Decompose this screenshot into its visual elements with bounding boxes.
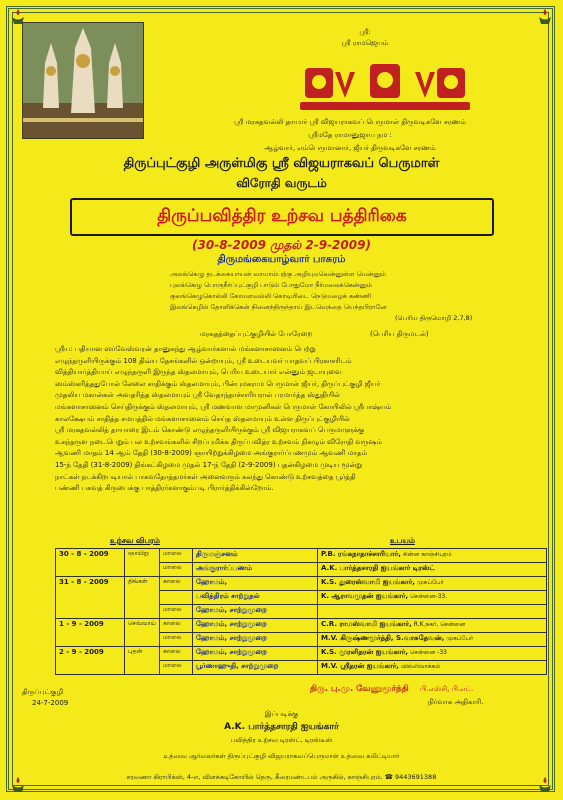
invitation-paragraph: [55, 344, 525, 495]
schedule-event: ஹோமம், சாற்றுமுறை: [193, 619, 318, 633]
schedule-donor-cell: [318, 591, 547, 605]
schedule-day: திங்கள்: [125, 577, 160, 619]
header-sri: ஸ்ரீ:: [359, 28, 371, 36]
schedule-donor-cell: [318, 577, 547, 591]
lamp-icon: [537, 8, 553, 26]
schedule-day: ஞாயிறு: [125, 549, 160, 577]
schedule-time: மாலை: [160, 549, 193, 563]
page-title: [70, 198, 494, 236]
schedule-time: காலை: [160, 647, 193, 661]
header-line2: ஸ்ரீமதே ராமானுஜாய நம :: [308, 131, 392, 139]
schedule-time: [160, 591, 193, 605]
paragraph-line: மங்களாசாஸனம் செய்திருக்கும் ஸ்தலமாயும், ஸ்ரீ மணவாள மாமுனிகள் பெருமாள் கோயிலில் ஸ்ரீபாஷ்யம்: [55, 402, 392, 411]
header-line3: ஆழ்வார், எம்பெருமானார், ஜீயர் திருவடிகளே சரணம்: [264, 144, 436, 152]
verse-line: அலங்கெழு தடக்கையாயன் வாயாம்பற்கு அழியுமலென்னுள்ள மென்னும்: [170, 270, 387, 278]
paragraph-line: முதலிய மகான்கள் அவதரித்த ஸ்தலமாயும் ஸ்ரீ வேதாந்தாச்சாரியரால் பரமார்த்த ஸ்துதியில்: [55, 391, 340, 400]
ippadikku-label: இப்படிக்கு: [264, 710, 299, 718]
schedule-date: 2 - 9 - 2009: [56, 647, 125, 675]
schedule-donor-cell: [318, 619, 547, 633]
schedule-time: மாலை: [160, 605, 193, 619]
schedule-col-right: உபயம்: [390, 536, 415, 545]
schedule-place: சென்னை -33: [409, 649, 447, 656]
header-sri-ramajayam: ஸ்ரீ ராமஜெயம்: [341, 39, 389, 47]
lamp-icon: [10, 776, 26, 794]
verse-line: குலங்கெழுகொல்லி கோமளவல்லி கொடியிடை நெடுமழைக் கண்ணி: [170, 292, 372, 300]
signatory-quals: பி.எஸ்சி, பி.எட்.: [420, 685, 474, 693]
paragraph-line: உகந்தருள நடைபெறும் பல உற்சவங்களில் சிறப்புமிக்க திருப்பவித்ர உற்சவம் நிகழும் விரோதி வருஷம்: [55, 437, 383, 446]
schedule-row: [56, 577, 547, 591]
year-name: விரோதி வருடம்: [236, 176, 327, 190]
page-title-text: திருப்பவித்திர உற்சவ பத்திரிகை: [157, 206, 407, 226]
paragraph-line: 15-ந் தேதி (31-8-2009) திங்கட்கிழமை முதல் 17-ந் தேதி (2-9-2009) புதன்கிழமை முடிய மூன்று: [55, 460, 363, 469]
temple-name: திருப்புட்குழி அருள்மிகு ஸ்ரீ விஜயராகவப் பெருமாள்: [123, 156, 440, 171]
schedule-event: பூர்ணாஹுதி, சாற்றுமுறை: [193, 661, 318, 675]
schedule-day: செவ்வாய்: [125, 619, 160, 647]
schedule-donor-cell: [318, 633, 547, 647]
schedule-time: காலை: [160, 619, 193, 633]
sub-heading-right: (பெரிய திருமடல்): [370, 330, 429, 338]
verse-citation: (பெரிய திருமொழி 2,7,8): [395, 314, 473, 322]
schedule-event: அங்குரார்ப்பணம்: [193, 563, 318, 577]
schedule-donor: K.S. முரளிதரன் ஐயங்கார்,: [321, 648, 408, 656]
schedule-day: புதன்: [125, 647, 160, 675]
schedule-place: முகப்பேர்: [446, 635, 474, 642]
schedule-row: [56, 549, 547, 563]
schedule-donor: C.R. ராமஸ்வாமி ஐயங்கார்,: [321, 620, 412, 628]
paragraph-line: பண்ணி பகவத் கிருபைக்கு பாத்திரர்களாகும்படி பிரார்த்திக்கின்றோம்.: [55, 484, 274, 493]
footer-date: 24-7-2009: [32, 699, 69, 707]
festival-dates: (30-8-2009 முதல் 2-9-2009): [192, 238, 371, 252]
schedule-donor: K.S. துரைஸ்வாமி ஐயங்கார்,: [321, 578, 415, 586]
schedule-table: [55, 548, 547, 675]
schedule-donor-cell: [318, 605, 547, 619]
schedule-event: ஹோமம், சாற்றுமுறை: [193, 633, 318, 647]
paragraph-line: ஸம்ஸ்கரித்ததுபோல் லேலை சாதிக்கும் ஸ்தலமாயும், பின்புமகராம பெருமாள் ஜீயர், திருப்புட்குழி ஜீயர்: [55, 379, 381, 388]
schedule-event: பவித்திரம் சாற்றுதல்: [193, 591, 318, 605]
paragraph-line: ஆவணி மாதம் 14 ஆம் தேதி (30-8-2009) ஞாயிற்றுக்கிழமை அங்குரார்ப்பணமும் ஆவணி மாதம்: [55, 449, 368, 458]
schedule-time: மாலை: [160, 563, 193, 577]
verse-line: இலங்கெழில் தோளிக்கென் நினைந்திருந்தாய் இடவெந்தை யெந்தபிரானே: [170, 303, 387, 311]
committee-line: உத்ஸவ ஆர்வலர்கள் திருப்புட்குழி விஜயராகவப்பெருமாள் உத்ஸவ கமிட்டியார்: [163, 752, 400, 760]
schedule-time: மாலை: [160, 633, 193, 647]
schedule-donor: P.B. ரங்கநாதாச்சாரியார்,: [321, 550, 401, 558]
header-line1: ஸ்ரீ மரகதவல்லி தாயார் ஸ்ரீ விஜயராகவப் பெருமாள் திருவடிகளே சரணம்: [234, 118, 466, 126]
schedule-time: காலை: [160, 577, 193, 591]
lamp-icon: [537, 776, 553, 794]
paragraph-line: ஸ்ரீய: பதியான ஸர்வேஸ்வரன் தானுகந்து ஆழ்வார்களால் மங்களாசாஸனம் பெற்று: [55, 345, 316, 353]
schedule-date: 1 - 9 - 2009: [56, 619, 125, 647]
schedule-event: ஹோமம்,: [193, 577, 318, 591]
schedule-donor: A.K. பார்த்தசாரதி ஐயங்கார் டிரஸ்ட்: [321, 564, 435, 572]
paragraph-line: நாட்கள் நடக்கிறபடியால் பாகவதோத்தமர்கள் அனைவரும் கலந்து கொண்டு உற்சவத்தை பூர்த்தி: [55, 472, 356, 481]
schedule-place: முகப்பேர்: [416, 579, 444, 586]
schedule-donor-cell: [318, 661, 547, 675]
schedule-place: சின்ன காஞ்சிபுரம்: [402, 551, 452, 558]
schedule-event: திருமஞ்சனம்: [193, 549, 318, 563]
paragraph-line: ஸ்ரீ மரகதவல்லித் தாயாரை இடம் கொண்டு எழுந்தருளியிருக்கும் ஸ்ரீ விஜயராகவப் பெருமாளுக்கு: [55, 426, 365, 435]
schedule-place: சென்னை-33.: [410, 593, 448, 600]
pasuram-heading: திருமங்கையாழ்வார் பாசுரம்: [217, 254, 346, 265]
footer-place: திருப்புட்குழி: [22, 688, 64, 696]
schedule-row: [56, 619, 547, 633]
schedule-place: R.K.நகர், சென்னை: [413, 621, 466, 628]
signatory-name: திரு. பு.மு. வேணுமூர்த்தி: [310, 684, 409, 694]
schedule-donor-cell: [318, 647, 547, 661]
printer-line: சரவணா கிராபிக்ஸ், 4-எ, விளக்கடிகோயில் தெரு, கீரைமண்டபம் அருகில், காஞ்சிபுரம். ☎ 9443691388: [126, 773, 437, 781]
schedule-col-left: உற்சவ விபரம்: [110, 536, 160, 545]
sub-heading-left: மரகதத்தைப்புட்குழியில் போரேறை: [200, 330, 313, 338]
schedule-time: மாலை: [160, 661, 193, 675]
schedule-donor: K. ஆராவமுதன் ஐயங்கார்,: [321, 592, 409, 600]
schedule-date: 30 - 8 - 2009: [56, 549, 125, 577]
deity-photo: [22, 22, 144, 139]
paragraph-line: வித்தியார்த்தியாய் எழுந்தருளி இருந்த ஸ்தலமாயும், பெரிய உடையார் என்னும் ஜடாயுவை: [55, 368, 342, 377]
paragraph-line: காலக்ஷேபம் சாதித்த சமயத்தில் மங்களாசாஸனம் செய்த ஸ்தலமாயும் உள்ள திருப்புட்குழியில்: [55, 414, 350, 423]
schedule-event: ஹோமம், சாற்றுமுறை: [193, 605, 318, 619]
signatory-role: நிர்வாக அதிகாரி.: [428, 698, 484, 706]
verse-line: புலங்கெழு பொருநீர்ப்புட்குழி பாடும் போதுமோ நீர்மலைக்கென்னும்: [170, 281, 372, 289]
schedule-donor-cell: [318, 563, 547, 577]
trustee-role: பவித்திர உற்சவ டிரஸ்ட், டிரஸ்டீஸ்: [230, 736, 333, 744]
schedule-event: ஹோமம், சாற்றுமுறை: [193, 647, 318, 661]
schedule-place: வில்லிவாக்கம்: [400, 663, 441, 670]
paragraph-line: எழுந்தருளியிருக்கும் 108 திவ்ய தேசங்களில் ஒன்றாயும், ஸ்ரீ உடையவர் யாதவப் பிரகாசரிடம்: [55, 356, 352, 365]
schedule-donor: M.V. கிருஷ்ணமூர்த்தி, S.வாசுதேவன்,: [321, 634, 445, 642]
schedule-date: 31 - 8 - 2009: [56, 577, 125, 619]
namam-emblem-icon: [290, 58, 480, 114]
trustee-name: A.K. பார்த்தசாரதி ஐயங்கார்: [224, 722, 339, 732]
schedule-donor-cell: [318, 549, 547, 563]
schedule-donor: M.V. ஸ்ரீதரன் ஐயங்கார்,: [321, 662, 399, 670]
schedule-row: [56, 647, 547, 661]
